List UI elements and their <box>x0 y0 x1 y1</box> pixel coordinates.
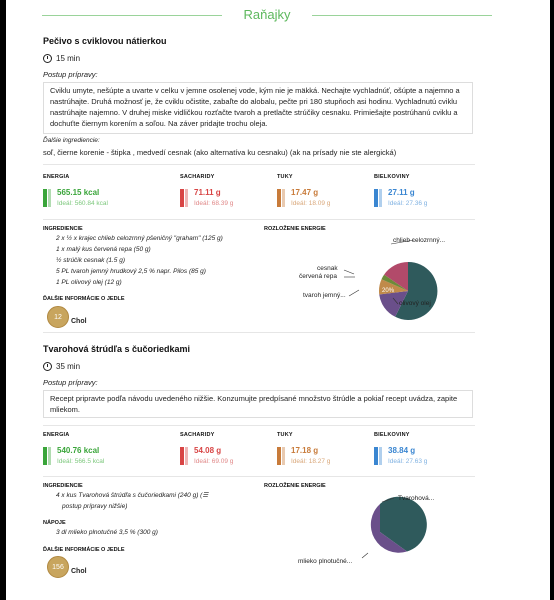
nutrition-value: 565.15 kcal <box>57 188 100 197</box>
ingredient-item: 2 x ½ x krajec chlieb celozrnný pšeničný "graham" (125 g) <box>56 235 223 242</box>
recipe-title: Tvarohová štrúdľa s čučoriedkami <box>43 344 191 354</box>
nutrition-label: TUKY <box>277 174 293 180</box>
nutrition-bar <box>43 189 51 207</box>
prep-time-value: 35 min <box>56 362 81 371</box>
chol-badge[interactable] <box>47 556 87 578</box>
pie-percent: 17% <box>361 284 374 290</box>
nutrition-value: 540.76 kcal <box>57 446 100 455</box>
pie-percent: 64% <box>355 511 368 517</box>
nutrition-carbs <box>180 432 270 472</box>
divider <box>43 476 475 477</box>
extra-ingredients-label: Ďalšie ingrediencie: <box>43 137 100 144</box>
nutrition-label: BIELKOVINY <box>374 432 410 438</box>
nutrition-carbs <box>180 174 270 214</box>
clock-icon <box>43 362 52 371</box>
nutrition-label: TUKY <box>277 432 293 438</box>
divider <box>43 164 475 165</box>
divider <box>42 15 222 16</box>
pie-percent: 36% <box>366 543 379 549</box>
nutrition-bar <box>43 447 51 465</box>
more-info-label: ĎALŠIE INFORMÁCIE O JEDLE <box>43 296 125 302</box>
procedure-label: Postup prípravy: <box>43 70 98 79</box>
more-info-label: ĎALŠIE INFORMÁCIE O JEDLE <box>43 547 125 553</box>
section-header <box>42 6 492 26</box>
pie-label: Tvarohová... <box>398 495 435 502</box>
ingredient-item: ½ strúčik cesnak (1.5 g) <box>56 257 125 264</box>
nutrition-ideal: Ideál: 18.09 g <box>291 200 331 207</box>
recipe-title: Pečivo s cviklovou nátierkou <box>43 36 167 46</box>
ingredients-label: INGREDIENCIE <box>43 483 83 489</box>
nutrition-fat <box>277 174 367 214</box>
nutrition-ideal: Ideál: 18.27 g <box>291 458 331 465</box>
pie-label: červená repa <box>299 273 337 280</box>
chol-label: Chol <box>71 317 87 325</box>
nutrition-bar <box>180 189 188 207</box>
ingredient-item: 1 PL olivový olej (12 g) <box>56 279 122 286</box>
energy-pie-chart <box>264 230 484 320</box>
pie-label: cesnak <box>317 265 338 272</box>
nutrition-ideal: Ideál: 27.63 g <box>388 458 428 465</box>
nutrition-energy <box>43 174 133 214</box>
nutrition-bar <box>277 189 285 207</box>
nutrition-ideal: Ideál: 27.36 g <box>388 200 428 207</box>
pie-percent: 20% <box>382 288 395 294</box>
ingredient-item: 1 x malý kus červená repa (50 g) <box>56 246 151 253</box>
ingredients-label: INGREDIENCIE <box>43 226 83 232</box>
energy-distribution-label: ROZLOŽENIE ENERGIE <box>264 483 326 489</box>
nutrition-value: 38.84 g <box>388 446 416 455</box>
nutrition-bar <box>180 447 188 465</box>
nutrition-label: ENERGIA <box>43 432 70 438</box>
section-title: Raňajky <box>243 7 291 22</box>
nutrition-bar <box>374 189 382 207</box>
procedure-label: Postup prípravy: <box>43 378 98 387</box>
chol-badge[interactable] <box>47 306 87 328</box>
nutrition-label: ENERGIA <box>43 174 70 180</box>
divider <box>43 425 475 426</box>
extra-ingredients: soľ, čierne korenie - štipka , medvedí cesnak (ako alternatíva ku cesnaku) (ak na prísady nie ste alergická) <box>43 148 397 157</box>
nutrition-protein <box>374 174 464 214</box>
nutrition-protein <box>374 432 464 472</box>
ingredients-list <box>56 490 208 512</box>
pie-label: olivový olej <box>399 300 431 307</box>
drink-item: 3 dl mlieko plnotučné 3,5 % (300 g) <box>56 529 158 536</box>
pie-label: chlieb celozrnný... <box>393 237 446 244</box>
procedure-text: Recept pripravte podľa návodu uvedeného nižšie. Konzumujte predpísané množstvo štrúdle a pokiaľ recept uvádza, zapite mliekom. <box>43 390 473 418</box>
heart-icon: 12 <box>47 306 69 328</box>
nutrition-energy <box>43 432 133 472</box>
nutrition-value: 17.47 g <box>291 188 319 197</box>
nutrition-ideal: Ideál: 560.84 kcal <box>57 200 108 207</box>
nutrition-bar <box>277 447 285 465</box>
nutrition-label: SACHARIDY <box>180 174 215 180</box>
drinks-label: NÁPOJE <box>43 520 66 526</box>
prep-time-value: 15 min <box>56 54 81 63</box>
pie-label: mlieko plnotučné... <box>298 558 353 565</box>
pie-percent: 59% <box>379 253 392 259</box>
nutrition-value: 27.11 g <box>388 188 415 197</box>
procedure-text: Cviklu umyte, nešúpte a uvarte v celku v jemne osolenej vode, kým nie je mäkká. Nechajte vychladnúť, ošúpte a najemno a nastrúhajte. Druhá možnosť je, že cviklu očistite, zabaľte do alobalu, pečte pri 180 stupňoch asi hodinu. Vychladnutú cviklu nastrúhajte najemno. V druhej miske vidličkou rozťačte tvaroh a pretlačte strúčiky cesnaku. Primiešajte postrúhanú cviklu a dochuťte čiernym korením a soľou. Na záver pridajte trochu oleja. <box>43 82 473 134</box>
clock-icon <box>43 54 52 63</box>
nutrition-fat <box>277 432 367 472</box>
divider <box>43 219 475 220</box>
ingredient-item: 5 PL tvaroh jemný hrudkový 2,5 % napr. Pilos (85 g) <box>56 268 206 275</box>
prep-time <box>43 362 80 371</box>
energy-pie-chart <box>264 488 484 578</box>
heart-icon: 156 <box>47 556 69 578</box>
chol-label: Chol <box>71 567 87 575</box>
nutrition-ideal: Ideál: 566.5 kcal <box>57 458 105 465</box>
meal-plan-page <box>6 0 550 600</box>
nutrition-label: SACHARIDY <box>180 432 215 438</box>
ingredients-list <box>56 233 223 288</box>
nutrition-value: 71.11 g <box>194 188 221 197</box>
energy-distribution-label: ROZLOŽENIE ENERGIE <box>264 226 326 232</box>
nutrition-bar <box>374 447 382 465</box>
ingredient-item: postup prípravy nižšie) <box>62 503 128 510</box>
nutrition-value: 54.08 g <box>194 446 222 455</box>
prep-time <box>43 54 80 63</box>
ingredient-item: 4 x kus Tvarohová štrúdľa s čučoriedkami (240 g) (☰ <box>56 492 209 499</box>
divider <box>312 15 492 16</box>
nutrition-label: BIELKOVINY <box>374 174 410 180</box>
nutrition-value: 17.18 g <box>291 446 319 455</box>
drinks-list <box>56 527 158 538</box>
nutrition-ideal: Ideál: 68.39 g <box>194 200 234 207</box>
nutrition-ideal: Ideál: 69.09 g <box>194 458 234 465</box>
pie-label: tvaroh jemný... <box>303 292 346 299</box>
divider <box>43 332 475 333</box>
